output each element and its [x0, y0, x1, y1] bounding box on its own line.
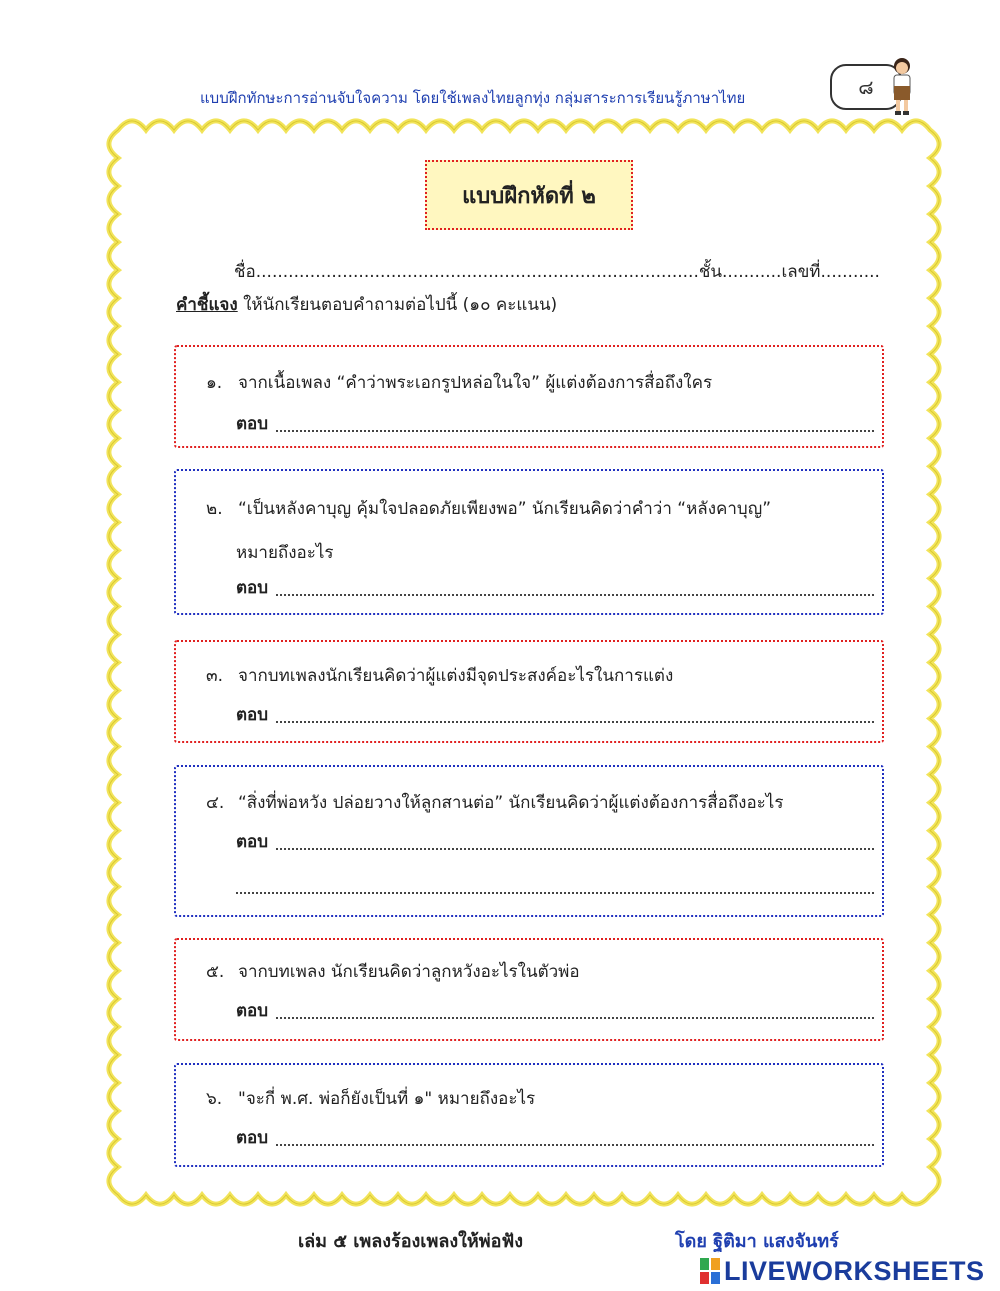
answer-label: ตอบ — [236, 1128, 269, 1148]
question-text: จากบทเพลง นักเรียนคิดว่าลูกหวังอะไรในตัวพ่อ — [238, 962, 580, 982]
question-text: “สิ่งที่พ่อหวัง ปล่อยวางให้ลูกสานต่อ” นักเรียนคิดว่าผู้แต่งต้องการสื่อถึงอะไร — [238, 793, 784, 813]
question-box-1 — [174, 345, 884, 448]
question-number: ๖. — [206, 1089, 223, 1109]
liveworksheets-logo — [700, 1256, 985, 1286]
question-5 — [206, 954, 580, 990]
question-number: ๒. — [206, 499, 223, 519]
answer-label: ตอบ — [236, 705, 269, 725]
answer-row-3[interactable] — [236, 704, 874, 728]
question-1 — [206, 365, 712, 401]
answer-row-6[interactable] — [236, 1127, 874, 1151]
question-text: “เป็นหลังคาบุญ คุ้มใจปลอดภัยเพียงพอ” นักเรียนคิดว่าคำว่า “หลังคาบุญ” — [238, 499, 772, 519]
liveworksheets-brand-text: LIVEWORKSHEETS — [724, 1255, 985, 1286]
question-4 — [206, 785, 783, 821]
worksheet-title: แบบฝึกหัดที่ ๒ — [462, 183, 596, 209]
question-box-5 — [174, 938, 884, 1041]
liveworksheets-icon — [700, 1258, 720, 1284]
question-2-continuation: หมายถึงอะไร — [236, 543, 334, 563]
header-title: แบบฝึกทักษะการอ่านจับใจความ โดยใช้เพลงไทยลูกทุ่ง กลุ่มสาระการเรียนรู้ภาษาไทย — [200, 89, 746, 107]
name-class-number-line[interactable]: ชื่อ..................................................................................ชั้น...........เลขที่........... — [234, 262, 880, 282]
question-text: จากบทเพลงนักเรียนคิดว่าผู้แต่งมีจุดประสงค์อะไรในการแต่ง — [238, 666, 674, 686]
question-box-6 — [174, 1063, 884, 1167]
answer-row-4[interactable] — [236, 831, 874, 855]
question-number: ๕. — [206, 962, 225, 982]
instruction — [176, 291, 557, 318]
answer-label: ตอบ — [236, 414, 269, 434]
question-3 — [206, 658, 673, 694]
question-box-3 — [174, 640, 884, 743]
answer-label: ตอบ — [236, 1001, 269, 1021]
page-number: ๘ — [858, 75, 874, 99]
answer-label: ตอบ — [236, 578, 269, 598]
question-number: ๓. — [206, 666, 224, 686]
answer-line[interactable] — [236, 891, 874, 894]
answer-row-1[interactable] — [236, 413, 874, 437]
question-text: "จะกี่ พ.ศ. พ่อก็ยังเป็นที่ ๑" หมายถึงอะไร — [238, 1089, 536, 1109]
question-2 — [206, 491, 771, 527]
answer-row-5[interactable] — [236, 1000, 874, 1024]
question-number: ๔. — [206, 793, 225, 813]
question-number: ๑. — [206, 373, 223, 393]
answer-line[interactable] — [276, 1143, 874, 1146]
question-6 — [206, 1081, 535, 1117]
worksheet-title-box — [425, 160, 633, 230]
answer-line[interactable] — [276, 720, 874, 723]
instruction-text: ให้นักเรียนตอบคำถามต่อไปนี้ (๑๐ คะแนน) — [237, 295, 558, 315]
answer-label: ตอบ — [236, 832, 269, 852]
question-text: จากเนื้อเพลง “คำว่าพระเอกรูปหล่อในใจ” ผู้แต่งต้องการสื่อถึงใคร — [238, 373, 713, 393]
answer-line[interactable] — [276, 847, 874, 850]
answer-line[interactable] — [276, 593, 874, 596]
answer-line[interactable] — [276, 1016, 874, 1019]
footer-author: โดย ฐิติมา แสงจันทร์ — [675, 1231, 839, 1252]
answer-line[interactable] — [276, 429, 874, 432]
footer-book-title: เล่ม ๕ เพลงร้องเพลงให้พ่อฟัง — [298, 1231, 524, 1252]
instruction-label: คำชี้แจง — [176, 295, 238, 315]
question-box-4 — [174, 765, 884, 917]
answer-row-2[interactable] — [236, 577, 874, 601]
question-box-2 — [174, 469, 884, 615]
answer-row-4-extra[interactable] — [236, 875, 874, 899]
